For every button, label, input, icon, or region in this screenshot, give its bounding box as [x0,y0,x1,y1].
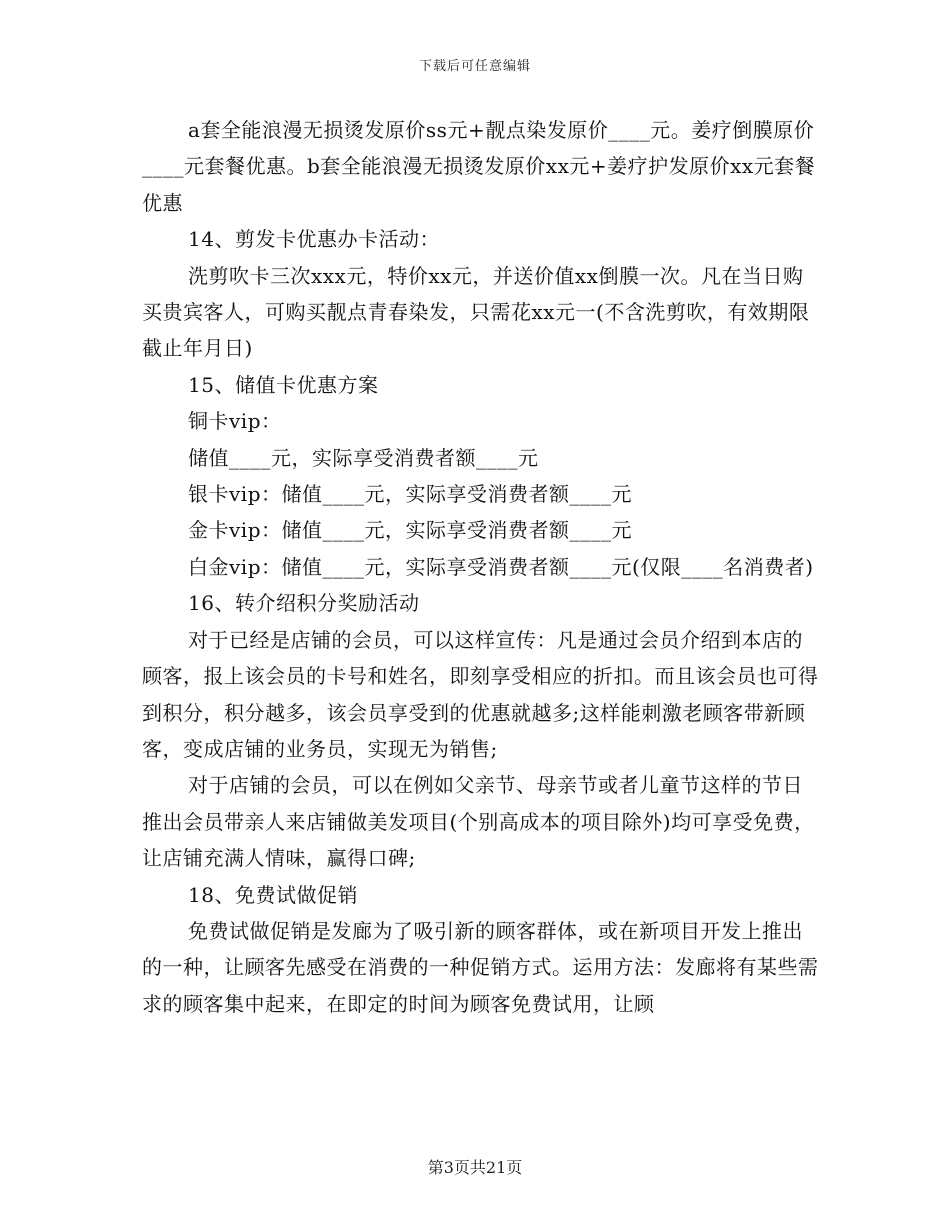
page-header: 下载后可任意编辑 [418,59,531,74]
section-heading-18: 18、免费试做促销 [188,882,358,907]
section-heading-15: 15、储值卡优惠方案 [188,372,379,397]
paragraph-silver-card: 银卡vip：储值____元，实际享受消费者额____元 [188,482,632,507]
paragraph-copper-deposit: 储值____元，实际享受消费者额____元 [188,445,539,470]
page-footer: 第3页共21页 [427,1158,523,1177]
paragraph-holiday-promo: 对于店铺的会员，可以在例如父亲节、母亲节或者儿童节这样的节日推出会员带亲人来店铺做美发项目(个别高成本的项目除外)均可享受免费，让店铺充满人情味，赢得口碑; [142,773,815,871]
document-body [142,112,822,1022]
paragraph-copper-card: 铜卡vip： [188,409,282,434]
paragraph-free-trial: 免费试做促销是发廊为了吸引新的顾客群体，或在新项目开发上推出的一种，让顾客先感受在消费的一种促销方式。运用方法：发廊将有某些需求的顾客集中起来，在即定的时间为顾客免费试用，让顾 [142,918,819,1016]
paragraph-gold-card: 金卡vip：储值____元，实际享受消费者额____元 [188,518,632,543]
paragraph-platinum-card: 白金vip：储值____元，实际享受消费者额____元(仅限____名消费者) [188,554,814,579]
section-heading-16: 16、转介绍积分奖励活动 [188,591,420,616]
section-heading-14: 14、剪发卡优惠办卡活动： [188,227,440,252]
paragraph-referral-members: 对于已经是店铺的会员，可以这样宣传：凡是通过会员介绍到本店的顾客，报上该会员的卡号和姓名，即刻享受相应的折扣。而且该会员也可得到积分，积分越多，该会员享受到的优惠就越多;这样能刺激老顾客带新顾客，变成店铺的业务员，实现无为销售; [142,627,819,761]
paragraph-package-offers: a套全能浪漫无损烫发原价ss元+靓点染发原价____元。姜疗倒膜原价____元套餐优惠。b套全能浪漫无损烫发原价xx元+姜疗护发原价xx元套餐优惠 [142,118,816,215]
paragraph-haircut-card: 洗剪吹卡三次xxx元，特价xx元，并送价值xx倒膜一次。凡在当日购买贵宾客人，可购买靓点青春染发，只需花xx元一(不含洗剪吹，有效期限截止年月日) [142,263,810,361]
